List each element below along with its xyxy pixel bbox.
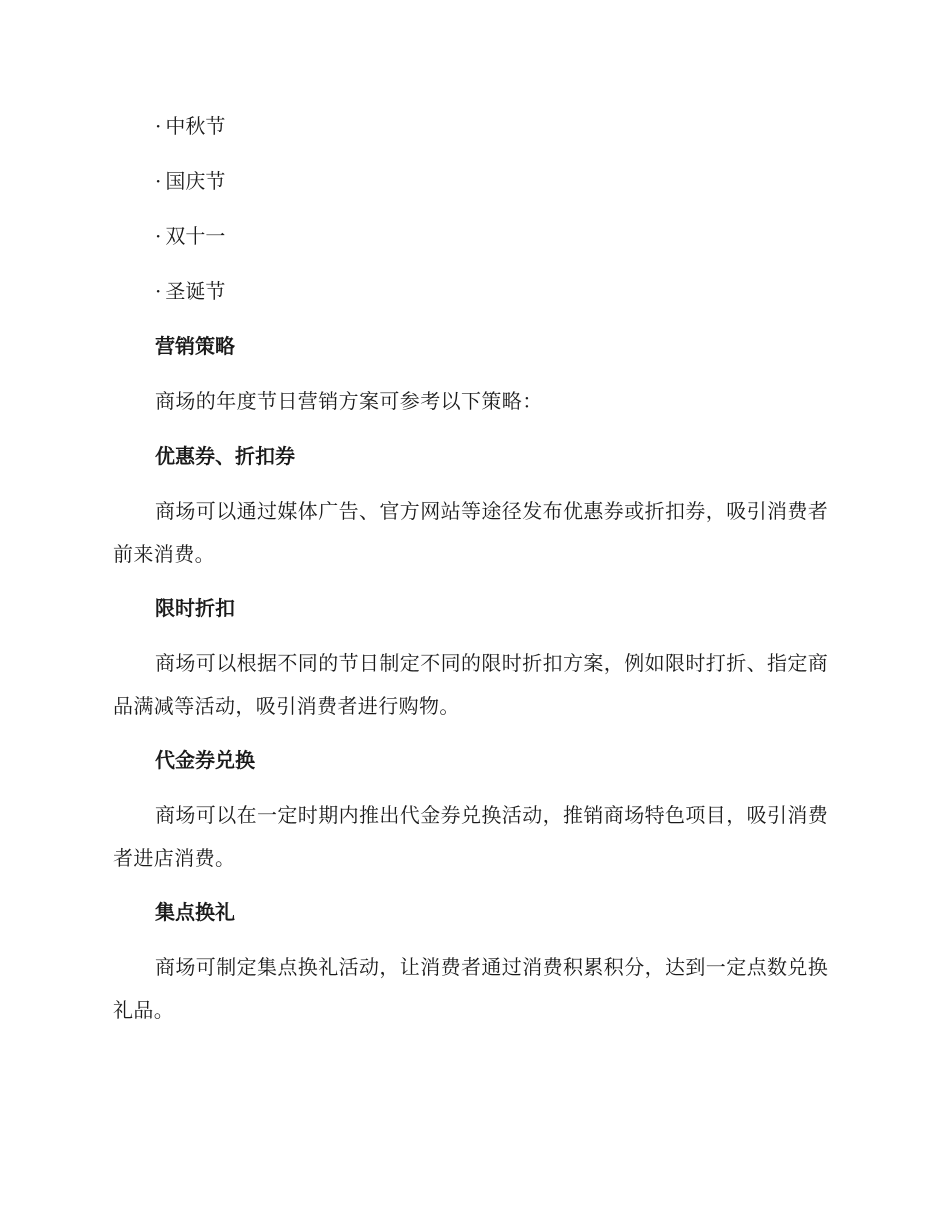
section-heading-marketing-strategy: 营销策略 [155,334,235,358]
bullet-icon: · [155,169,162,193]
list-item-label: 中秋节 [165,114,226,138]
section-body-voucher-exchange: 商场可以在一定时期内推出代金券兑换活动，推销商场特色项目，吸引消费者进店消费。 [113,803,829,870]
bullet-icon: · [155,279,162,303]
section-heading-flash-discount: 限时折扣 [155,596,235,620]
section-body-points-redemption: 商场可制定集点换礼活动，让消费者通过消费积累积分，达到一定点数兑换礼品。 [113,955,829,1022]
holiday-list [155,108,225,309]
marketing-intro-paragraph: 商场的年度节日营销方案可参考以下策略： [155,389,543,413]
bullet-icon: · [155,114,162,138]
bullet-icon: · [155,224,162,248]
list-item [155,273,225,309]
section-body-flash-discount: 商场可以根据不同的节日制定不同的限时折扣方案，例如限时打折、指定商品满减等活动，吸引消费者进行购物。 [113,651,829,718]
section-heading-points-redemption: 集点换礼 [155,900,235,924]
list-item-label: 双十一 [165,224,226,248]
section-heading-coupons: 优惠券、折扣券 [155,444,295,468]
section-body-coupons: 商场可以通过媒体广告、官方网站等途径发布优惠券或折扣券，吸引消费者前来消费。 [113,499,829,566]
list-item-label: 国庆节 [165,169,226,193]
list-item-label: 圣诞节 [165,279,226,303]
list-item [155,218,225,254]
list-item [155,163,225,199]
section-heading-voucher-exchange: 代金券兑换 [155,748,255,772]
list-item [155,108,225,144]
